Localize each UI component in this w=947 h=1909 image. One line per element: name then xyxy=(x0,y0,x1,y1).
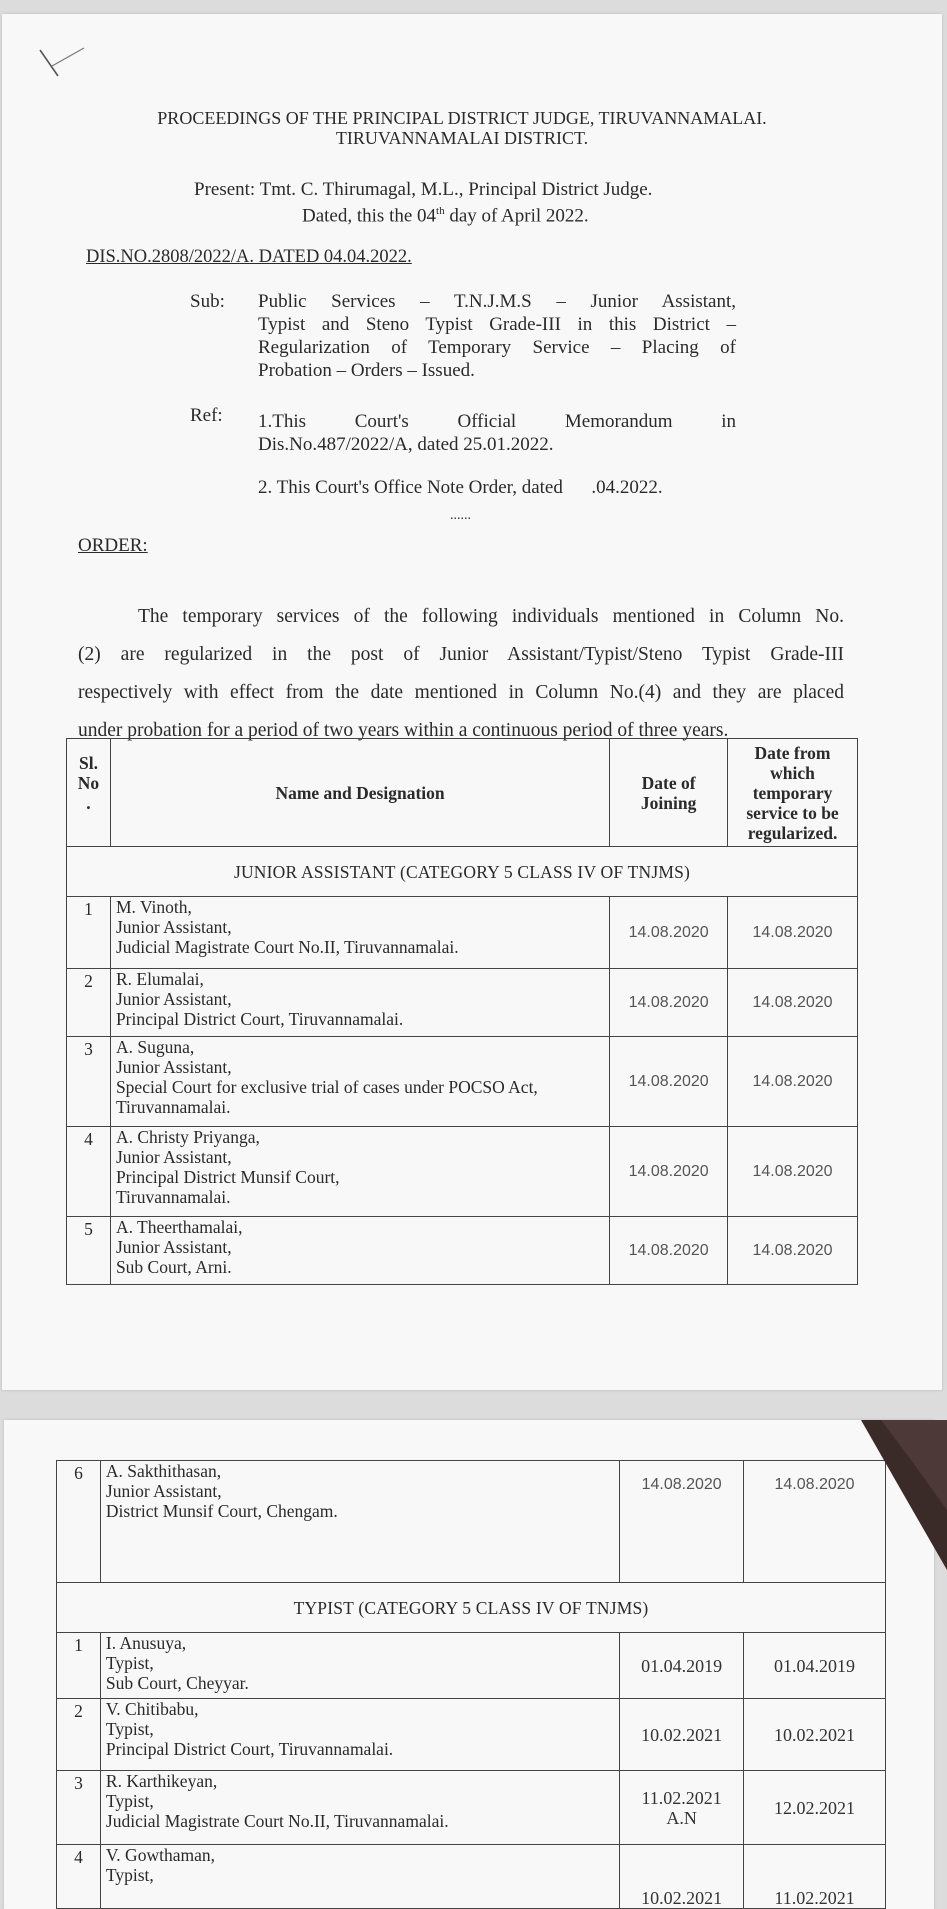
court-line: Judicial Magistrate Court No.II, Tiruvannamalai. xyxy=(115,937,459,957)
header-dot-text: . xyxy=(86,793,91,813)
row-reg: 11.02.2021 xyxy=(744,1845,886,1909)
probation-table-continued xyxy=(56,1460,886,1909)
row-reg: 14.08.2020 xyxy=(728,897,858,969)
name-line: R. Karthikeyan, xyxy=(105,1771,218,1791)
designation-line: Junior Assistant, xyxy=(105,1481,222,1501)
designation-line: Typist, xyxy=(105,1865,154,1885)
sub-block xyxy=(258,290,736,382)
row-name xyxy=(110,1127,609,1217)
row-doj: 14.08.2020 xyxy=(610,897,728,969)
row-sl: 1 xyxy=(67,897,111,969)
court-line: District Munsif Court, Chengam. xyxy=(105,1501,338,1521)
designation-line: Junior Assistant, xyxy=(115,1237,232,1257)
header-reg-4: service to be xyxy=(746,802,839,823)
header-sl-text: Sl. xyxy=(78,753,98,773)
ref-line: Dis.No.487/2022/A, dated 25.01.2022. xyxy=(258,434,554,455)
designation-line: Junior Assistant, xyxy=(115,917,232,937)
order-line: The temporary services of the following individuals mentioned in Column No. xyxy=(138,606,844,627)
row-doj: 14.08.2020 xyxy=(610,969,728,1037)
court-line: Tiruvannamalai. xyxy=(115,1187,231,1207)
designation-line: Junior Assistant, xyxy=(115,1147,232,1167)
doj-session: A.N xyxy=(666,1807,697,1828)
row-reg: 12.02.2021 xyxy=(744,1771,886,1845)
row-reg: 10.02.2021 xyxy=(744,1699,886,1771)
order-line: under probation for a period of two years within a continuous period of three years. xyxy=(78,720,729,741)
designation-line: Typist, xyxy=(105,1653,154,1673)
row-sl: 1 xyxy=(57,1633,101,1699)
row-sl: 3 xyxy=(67,1037,111,1127)
row-reg: 14.08.2020 xyxy=(728,1037,858,1127)
header-sl xyxy=(67,739,111,847)
header-reg-5: regularized. xyxy=(747,822,838,843)
tick-mark-icon xyxy=(38,46,88,92)
row-name xyxy=(110,1217,609,1285)
section-row xyxy=(67,847,858,897)
table-row xyxy=(67,969,858,1037)
ref-line: 1.This Court's Official Memorandum in xyxy=(258,411,736,432)
row-name xyxy=(110,1037,609,1127)
header-doj-1: Date of xyxy=(641,772,696,793)
designation-line: Typist, xyxy=(105,1791,154,1811)
ref-dots: ...... xyxy=(450,508,471,523)
present-line xyxy=(194,178,652,201)
court-line: Tiruvannamalai. xyxy=(115,1097,231,1117)
document-page-2 xyxy=(4,1420,934,1909)
present-label: Present: xyxy=(194,179,256,200)
order-line: (2) are regularized in the post of Junior Assistant/Typist/Steno Typist Grade-III xyxy=(78,644,844,665)
order-paragraph xyxy=(78,598,844,750)
row-name xyxy=(100,1699,619,1771)
row-reg: 01.04.2019 xyxy=(744,1633,886,1699)
header-doj-2: Joining xyxy=(640,792,697,813)
table-header-row xyxy=(67,739,858,847)
sub-line: Regularization of Temporary Service – Placing of xyxy=(258,337,736,358)
name-line: A. Sakthithasan, xyxy=(105,1461,222,1481)
header-reg-1: Date from xyxy=(754,742,831,763)
row-sl: 6 xyxy=(57,1461,101,1583)
row-sl: 3 xyxy=(57,1771,101,1845)
dis-number: DIS.NO.2808/2022/A. DATED 04.04.2022. xyxy=(86,247,412,267)
table-row xyxy=(57,1699,886,1771)
court-line: Principal District Court, Tiruvannamalai. xyxy=(115,1009,404,1029)
doj-date: 11.02.2021 xyxy=(641,1787,722,1808)
name-line: A. Theerthamalai, xyxy=(115,1217,243,1237)
desk-corner-shadow xyxy=(861,1420,947,1570)
row-sl: 2 xyxy=(67,969,111,1037)
row-sl: 4 xyxy=(67,1127,111,1217)
row-sl: 2 xyxy=(57,1699,101,1771)
row-name xyxy=(100,1845,619,1909)
order-heading: ORDER: xyxy=(78,535,148,556)
name-line: V. Chitibabu, xyxy=(105,1699,199,1719)
sub-line: Typist and Steno Typist Grade-III in this District – xyxy=(258,314,736,335)
name-line: M. Vinoth, xyxy=(115,897,192,917)
table-row xyxy=(57,1771,886,1845)
order-line: respectively with effect from the date mentioned in Column No.(4) and they are placed xyxy=(78,682,844,703)
dated-post: day of April 2022. xyxy=(444,205,589,227)
row-reg: 14.08.2020 xyxy=(744,1461,886,1583)
row-doj: 14.08.2020 xyxy=(610,1217,728,1285)
header-reg-2: which xyxy=(770,762,815,783)
table-row xyxy=(57,1633,886,1699)
row-doj: 10.02.2021 xyxy=(620,1699,744,1771)
header-reg xyxy=(728,739,858,847)
row-reg: 14.08.2020 xyxy=(728,1217,858,1285)
section-row xyxy=(57,1583,886,1633)
row-name xyxy=(100,1771,619,1845)
table-row xyxy=(67,897,858,969)
table-row xyxy=(57,1461,886,1583)
designation-line: Junior Assistant, xyxy=(115,989,232,1009)
name-line: V. Gowthaman, xyxy=(105,1845,215,1865)
row-doj: 14.08.2020 xyxy=(620,1461,744,1583)
ref-block xyxy=(258,410,736,456)
designation-line: Junior Assistant, xyxy=(115,1057,232,1077)
table-row xyxy=(67,1127,858,1217)
court-line: Special Court for exclusive trial of cases under POCSO Act, xyxy=(115,1077,538,1097)
ref-item-2: 2. This Court's Office Note Order, dated .04.2022. xyxy=(258,477,663,498)
probation-table xyxy=(66,738,858,1285)
name-line: R. Elumalai, xyxy=(115,969,204,989)
dated-sup: th xyxy=(436,205,445,217)
section-typist: TYPIST (CATEGORY 5 CLASS IV OF TNJMS) xyxy=(57,1583,886,1633)
row-name xyxy=(100,1461,619,1583)
court-line: Judicial Magistrate Court No.II, Tiruvannamalai. xyxy=(105,1811,449,1831)
proceedings-title: PROCEEDINGS OF THE PRINCIPAL DISTRICT JUDGE, TIRUVANNAMALAI. xyxy=(157,108,767,128)
court-line: Principal District Court, Tiruvannamalai. xyxy=(105,1739,394,1759)
sub-line: Probation – Orders – Issued. xyxy=(258,360,475,381)
header-reg-3: temporary xyxy=(752,782,833,803)
row-name xyxy=(110,969,609,1037)
sub-line: Public Services – T.N.J.M.S – Junior Assistant, xyxy=(258,291,736,312)
ref-label: Ref: xyxy=(190,405,223,426)
designation-line: Typist, xyxy=(105,1719,154,1739)
header-no-text: No xyxy=(77,773,100,793)
document-page-1 xyxy=(2,14,942,1390)
header-name: Name and Designation xyxy=(110,739,609,847)
row-name xyxy=(100,1633,619,1699)
row-reg: 14.08.2020 xyxy=(728,969,858,1037)
court-line: Sub Court, Cheyyar. xyxy=(105,1673,249,1693)
row-sl: 5 xyxy=(67,1217,111,1285)
row-name xyxy=(110,897,609,969)
header-doj xyxy=(610,739,728,847)
name-line: A. Christy Priyanga, xyxy=(115,1127,260,1147)
name-line: I. Anusuya, xyxy=(105,1633,187,1653)
row-doj xyxy=(620,1771,744,1845)
row-sl: 4 xyxy=(57,1845,101,1909)
dated-line xyxy=(302,200,589,227)
court-line: Sub Court, Arni. xyxy=(115,1257,232,1277)
row-doj: 14.08.2020 xyxy=(610,1127,728,1217)
row-doj: 14.08.2020 xyxy=(610,1037,728,1127)
present-text: Tmt. C. Thirumagal, M.L., Principal District Judge. xyxy=(259,179,653,200)
table-row xyxy=(67,1217,858,1285)
name-line: A. Suguna, xyxy=(115,1037,195,1057)
table-row xyxy=(67,1037,858,1127)
dated-pre: Dated, this the 04 xyxy=(302,205,437,227)
table-row xyxy=(57,1845,886,1909)
section-junior-assistant: JUNIOR ASSISTANT (CATEGORY 5 CLASS IV OF TNJMS) xyxy=(67,847,858,897)
row-doj: 10.02.2021 xyxy=(620,1845,744,1909)
row-reg: 14.08.2020 xyxy=(728,1127,858,1217)
sub-label: Sub: xyxy=(190,291,225,312)
row-doj: 01.04.2019 xyxy=(620,1633,744,1699)
court-line: Principal District Munsif Court, xyxy=(115,1167,340,1187)
district-title: TIRUVANNAMALAI DISTRICT. xyxy=(335,128,589,148)
